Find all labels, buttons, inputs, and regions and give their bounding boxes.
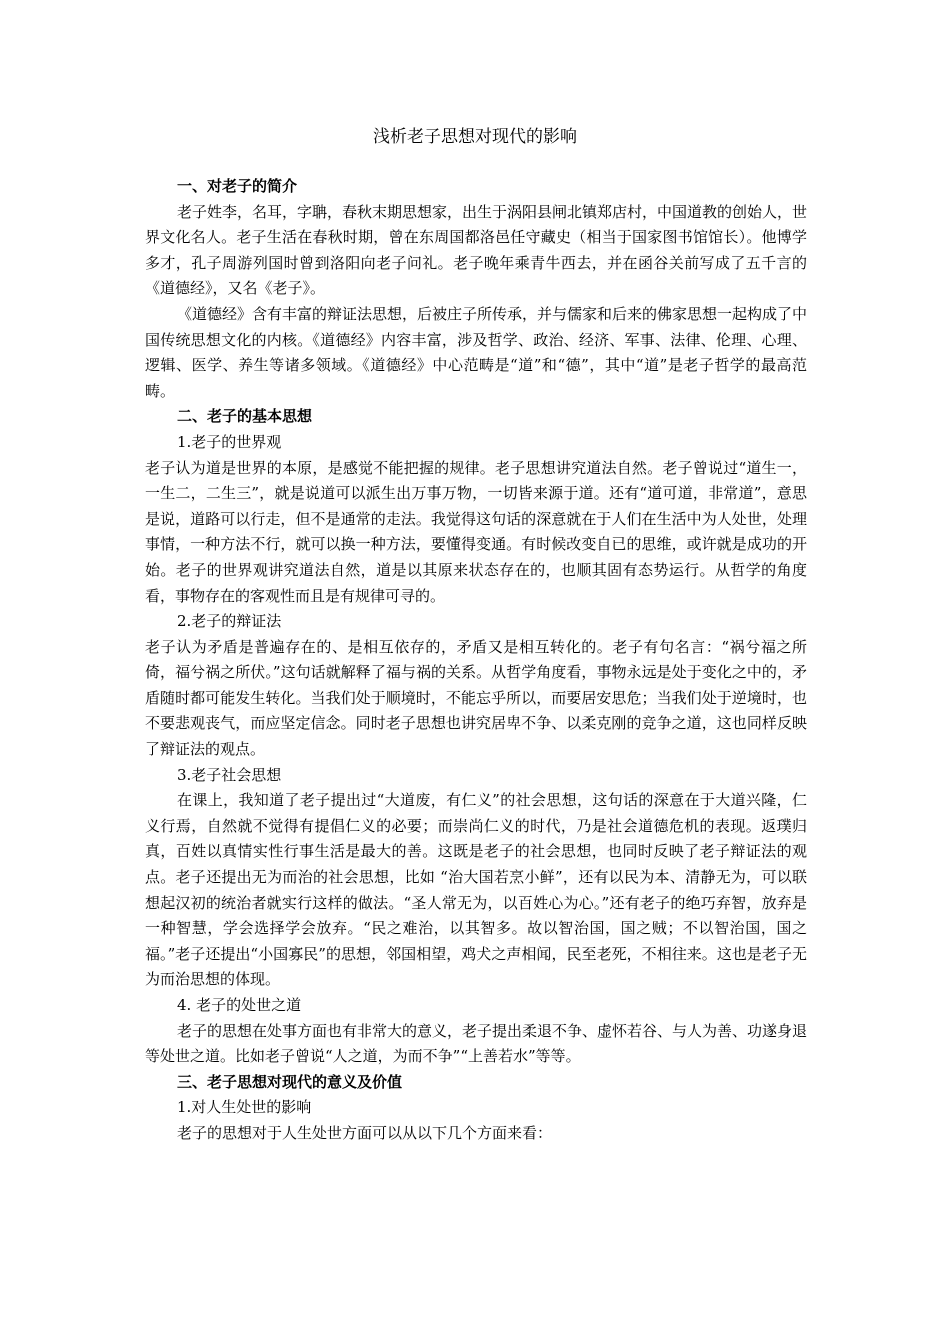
paragraph: 《道德经》含有丰富的辩证法思想，后被庄子所传承，并与儒家和后来的佛家思想一起构成了中国传统思想文化的内核。《道德经》内容丰富，涉及哲学、政治、经济、军事、法律、伦理、心理、逻辑、医学、养生等诸多领域。《道德经》中心范畴是“道”和“德”，其中“道”是老子哲学的最高范畴。 — [145, 304, 808, 400]
paragraph: 老子的思想在处事方面也有非常大的意义，老子提出柔退不争、虚怀若谷、与人为善、功遂身退等处世之道。比如老子曾说“人之道，为而不争”“上善若水”等等。 — [145, 1021, 808, 1066]
section-heading-basic-thought: 二、老子的基本思想 — [177, 407, 313, 426]
document-title: 浅析老子思想对现代的影响 — [373, 127, 577, 147]
paragraph: 老子认为道是世界的本原，是感觉不能把握的规律。老子思想讲究道法自然。老子曾说过“道生一，一生二，二生三”，就是说道可以派生出万事万物，一切皆来源于道。还有“道可道，非常道”，意思是说，道路可以行走，但不是通常的走法。我觉得这句话的深意就在于人们在生活中为人处世，处理事情，一种方法不行，就可以换一种方法，要懂得变通。有时候改变自已的思维，或许就是成功的开始。老子的世界观讲究道法自然，道是以其原来状态存在的，也顺其固有态势运行。从哲学的角度看，事物存在的客观性而且是有规律可寻的。 — [145, 458, 807, 605]
section-heading-intro: 一、对老子的简介 — [177, 177, 298, 195]
subheading-life-influence: 1.对人生处世的影响 — [177, 1098, 312, 1117]
paragraph: 老子姓李，名耳，字聃，春秋末期思想家，出生于涡阳县闸北镇郑店村，中国道教的创始人，世界文化名人。老子生活在春秋时期，曾在东周国都洛邑任守藏史（相当于国家图书馆馆长）。他博学多才，孔子周游列国时曾到洛阳向老子问礼。老子晚年乘青牛西去，并在函谷关前写成了五千言的《道德经》，又名《老子》。 — [145, 202, 808, 298]
paragraph: 老子认为矛盾是普遍存在的、是相互依存的，矛盾又是相互转化的。老子有句名言：“祸兮福之所倚，福兮祸之所伏。”这句话就解释了福与祸的关系。从哲学角度看，事物永远是处于变化之中的，矛盾随时都可能发生转化。当我们处于顺境时，不能忘乎所以，而要居安思危；当我们处于逆境时，也不要悲观丧气，而应坚定信念。同时老子思想也讲究居卑不争、以柔克刚的竞争之道，这也同样反映了辩证法的观点。 — [145, 637, 807, 759]
subheading-dialectics: 2.老子的辩证法 — [177, 612, 282, 631]
paragraph: 在课上，我知道了老子提出过“大道废，有仁义”的社会思想，这句话的深意在于大道兴隆，仁义行焉，自然就不觉得有提倡仁义的必要；而崇尚仁义的时代，乃是社会道德危机的表现。返璞归真，百姓以真情实性行事生活是最大的善。这既是老子的社会思想，也同时反映了老子辩证法的观点。老子还提出无为而治的社会思想，比如 “治大国若烹小鲜”，还有以民为本、清静无为，可以联想起汉初的统治者就实行这样的做法。“圣人常无为，以百姓心为心。”还有老子的绝巧弃智，放弃是一种智慧，学会选择学会放弃。“民之难治，以其智多。故以智治国，国之贼；不以智治国，国之福。”老子还提出“小国寡民”的思想，邻国相望，鸡犬之声相闻，民至老死，不相往来。这也是老子无为而治思想的体现。 — [145, 791, 807, 989]
subheading-conduct: 4. 老子的处世之道 — [177, 996, 302, 1014]
document-body — [145, 174, 807, 1147]
section-heading-modern-value: 三、老子思想对现代的意义及价值 — [177, 1072, 403, 1091]
subheading-worldview: 1.老子的世界观 — [177, 432, 282, 451]
subheading-social-thought: 3.老子社会思想 — [177, 765, 282, 784]
paragraph: 老子的思想对于人生处世方面可以从以下几个方面来看： — [177, 1123, 553, 1142]
